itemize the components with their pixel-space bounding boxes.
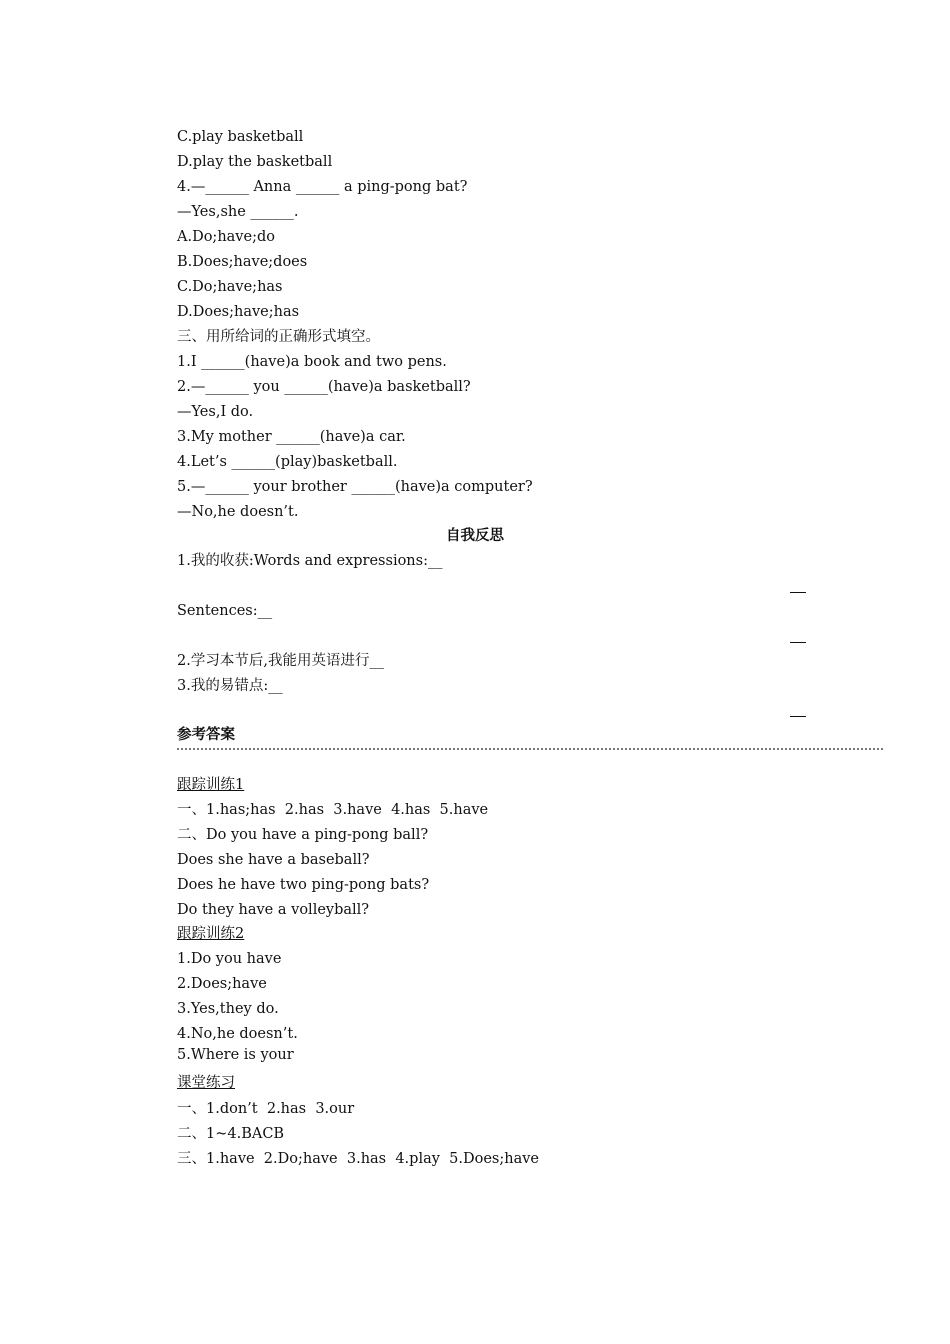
- answer-line-3: Does she have a baseball?: [177, 852, 370, 868]
- fill-item-5-reply: —No,he doesn’t.: [177, 504, 299, 520]
- answer-line-4: Does he have two ping-pong bats?: [177, 877, 430, 893]
- class-practice-title: 课堂练习: [177, 1075, 235, 1091]
- fill-item-2: 2.—______ you ______(have)a basketball?: [177, 379, 471, 395]
- dotted-divider: [177, 748, 883, 750]
- answer-line: [790, 642, 806, 643]
- answer-line-1: 一、1.has;has 2.has 3.have 4.has 5.have: [177, 802, 489, 818]
- tracking-practice-1-title: 跟踪训练1: [177, 777, 245, 793]
- option-d-q3: D.play the basketball: [177, 154, 333, 170]
- tracking-practice-2-title: 跟踪训练2: [177, 926, 245, 942]
- answer-line-12: 二、1~4.BACB: [177, 1126, 285, 1142]
- answer-line-9: 4.No,he doesn’t.: [177, 1026, 298, 1042]
- option-c-q4: C.Do;have;has: [177, 279, 283, 295]
- answer-line: [790, 592, 806, 593]
- reflection-sentences: Sentences:__: [177, 603, 273, 619]
- fill-item-5: 5.—______ your brother ______(have)a computer?: [177, 479, 533, 495]
- answer-line-10: 5.Where is your: [177, 1047, 294, 1063]
- reflection-mistakes: 3.我的易错点:__: [177, 678, 283, 694]
- fill-item-4: 4.Let’s ______(play)basketball.: [177, 454, 398, 470]
- answer-line-7: 2.Does;have: [177, 976, 267, 992]
- answer-line-8: 3.Yes,they do.: [177, 1001, 279, 1017]
- answer-line-13: 三、1.have 2.Do;have 3.has 4.play 5.Does;have: [177, 1151, 539, 1167]
- answers-heading: 参考答案: [177, 726, 235, 743]
- reflection-gains: 1.我的收获:Words and expressions:__: [177, 553, 443, 569]
- option-d-q4: D.Does;have;has: [177, 304, 300, 320]
- answer-line-11: 一、1.don’t 2.has 3.our: [177, 1101, 355, 1117]
- question-4: 4.—______ Anna ______ a ping-pong bat?: [177, 179, 468, 195]
- option-b-q4: B.Does;have;does: [177, 254, 308, 270]
- fill-item-3: 3.My mother ______(have)a car.: [177, 429, 406, 445]
- section-3-heading: 三、用所给词的正确形式填空。: [177, 329, 380, 345]
- reflection-usage: 2.学习本节后,我能用英语进行__: [177, 653, 384, 669]
- fill-item-1: 1.I ______(have)a book and two pens.: [177, 354, 447, 370]
- question-4-reply: —Yes,she ______.: [177, 204, 299, 220]
- answer-line-2: 二、Do you have a ping-pong ball?: [177, 827, 429, 843]
- fill-item-2-reply: —Yes,I do.: [177, 404, 254, 420]
- answer-line: [790, 716, 806, 717]
- reflection-title: 自我反思: [446, 527, 504, 544]
- answer-line-5: Do they have a volleyball?: [177, 902, 370, 918]
- answer-line-6: 1.Do you have: [177, 951, 282, 967]
- option-c-q3: C.play basketball: [177, 129, 304, 145]
- option-a-q4: A.Do;have;do: [177, 229, 275, 245]
